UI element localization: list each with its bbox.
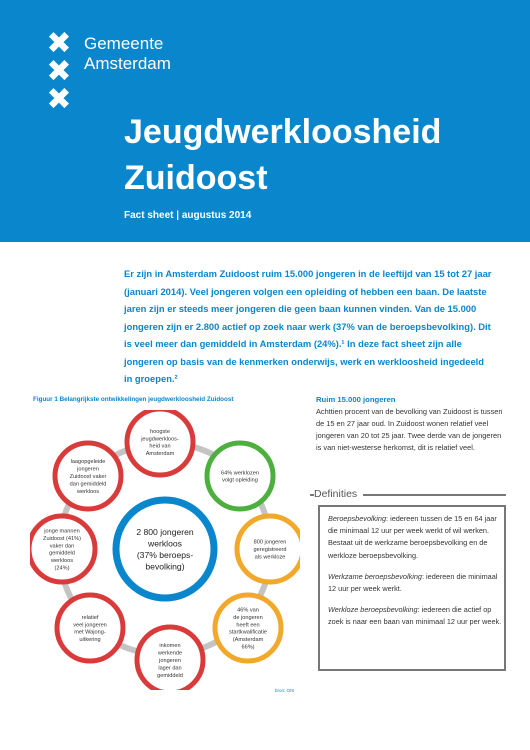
- circle-label: vaker dan: [49, 543, 75, 550]
- definition-item: [328, 604, 504, 628]
- circle-label: (24%): [54, 565, 70, 572]
- definition-text: : iedereen tussen de 15 en 64 jaar die minimaal 12 uur per week werkt of wil werken. Bestaat uit de werkzame beroepsbevolking en de werkloze beroepsbevolking.: [328, 514, 497, 560]
- figure-source: bron: OIS: [275, 688, 295, 693]
- brand-line-1: Gemeente: [84, 34, 164, 53]
- circle-label: werkloos: [50, 558, 74, 565]
- circle-label: heid van: [149, 443, 171, 450]
- definition-item: [328, 513, 504, 562]
- circle-label: werkloos: [76, 488, 100, 495]
- circle-label: veel jongeren: [73, 622, 107, 629]
- circle-label: 64% werklozen: [221, 470, 259, 477]
- brand-name: [84, 34, 171, 74]
- circle-label: inkomen: [159, 643, 181, 650]
- circle-label: geregistreerd: [253, 547, 287, 553]
- figure-title: Figuur 1 Belangrijkste ontwikkelingen jeugdwerkloosheid Zuidoost: [33, 396, 234, 403]
- circle-label: relatief: [81, 614, 99, 621]
- circle-label: gemiddeld: [157, 672, 183, 679]
- subtitle: Fact sheet | augustus 2014: [124, 210, 252, 221]
- page-title: [124, 109, 441, 201]
- circle-label: (Amsterdam: [232, 637, 264, 644]
- circle-label: lager dan: [158, 665, 182, 672]
- definition-term: Werkzame beroepsbevolking: [328, 571, 422, 581]
- circle-label: Zuidoost (41%): [43, 535, 81, 542]
- brand-line-2: Amsterdam: [84, 54, 171, 73]
- development-circle: [137, 627, 203, 690]
- development-circle: [55, 443, 121, 509]
- circle-label: uitkering: [79, 637, 101, 644]
- circle-label: startkwalificatie: [229, 629, 267, 636]
- header-banner: [0, 0, 530, 242]
- development-circle: [207, 443, 273, 509]
- definition-term: Beroepsbevolking: [328, 514, 387, 523]
- development-circle: [57, 595, 123, 661]
- center-label: (37% beroeps-: [136, 549, 194, 560]
- center-label: 2 800 jongeren: [136, 526, 194, 537]
- figure-diagram: [30, 410, 300, 690]
- circle-label: de jongeren: [233, 614, 263, 621]
- circle-label: jeugdwerkloos-: [141, 436, 179, 443]
- center-label: bevolking): [145, 561, 185, 572]
- definition-term: Werkloze beroepsbevolking: [328, 605, 418, 615]
- circle-label: als werkloze: [254, 554, 286, 561]
- center-label: werkloos: [148, 538, 182, 549]
- circle-label: gemiddeld: [49, 550, 75, 557]
- cross-icon: ✖: [46, 55, 72, 88]
- circle-label: dan gemiddeld: [69, 481, 107, 488]
- circle-label: 66%): [241, 644, 255, 651]
- development-circle: [237, 516, 300, 582]
- circle-outline: [127, 410, 193, 475]
- title-line-1: Jeugdwerkloosheid: [124, 113, 442, 151]
- circle-label: heeft een: [236, 622, 260, 629]
- circle-label: jongeren: [77, 466, 99, 473]
- definitions-title: Definities: [314, 488, 363, 500]
- circle-label: jongeren: [159, 658, 181, 664]
- definition-text: : iedereen die actief op zoek is naar een baan van minimaal 12 uur per week.: [328, 605, 502, 627]
- definition-text: : iedereen die minimaal 12 uur per week werkt.: [328, 571, 498, 594]
- development-circle: [30, 516, 95, 582]
- definitions-box: [318, 505, 506, 671]
- circle-label: Amsterdam: [145, 451, 175, 458]
- amsterdam-logo: [44, 27, 76, 116]
- circle-label: jonge mannen: [44, 528, 80, 535]
- circle-label: volgt opleiding: [222, 477, 258, 484]
- intro-paragraph: Er zijn in Amsterdam Zuidoost ruim 15.000 jongeren in de leeftijd van 15 tot 27 jaar (januari 2014). Veel jongeren volgen een opleiding of hebben een baan. De laatste jaren zijn er steeds meer jongeren die geen baan kunnen vinden. Van de 15.000 jongeren zijn er 2.800 actief op zoek naar werk (37% van de beroepsbevolking). Dit is veel meer dan gemiddeld in Amsterdam (24%).¹ In deze fact sheet zijn alle jongeren op basis van de kenmerken onderwijs, werk en werkloosheid ingedeeld in groepen.²: [124, 268, 492, 384]
- definition-item: [328, 571, 504, 595]
- circle-label: Zuidoost vaker: [69, 474, 107, 480]
- development-circle: [127, 410, 193, 475]
- circle-label: met Wajong-: [74, 629, 106, 636]
- circle-label: 800 jongeren: [253, 539, 287, 546]
- circle-label: laagopgeleide: [70, 459, 106, 466]
- center-circle: [116, 500, 214, 598]
- circle-label: 46% van: [237, 607, 259, 614]
- sidebar-text: Achttien procent van de bevolking van Zuidoost is tussen de 15 en 27 jaar oud. In Zuidoost wonen relatief veel jongeren van 20 tot 25 jaar. Twee derde van de jongeren is van niet-westerse herkomst, dit is relatief veel.: [316, 407, 503, 453]
- circle-label: werkende: [157, 650, 183, 657]
- cross-icon: ✖: [46, 27, 72, 60]
- development-circle: [215, 595, 281, 661]
- cross-icon: ✖: [46, 83, 72, 116]
- title-line-2: Zuidoost: [124, 159, 268, 197]
- circle-label: hoogste: [150, 428, 170, 435]
- sidebar-heading: Ruim 15.000 jongeren: [316, 395, 396, 404]
